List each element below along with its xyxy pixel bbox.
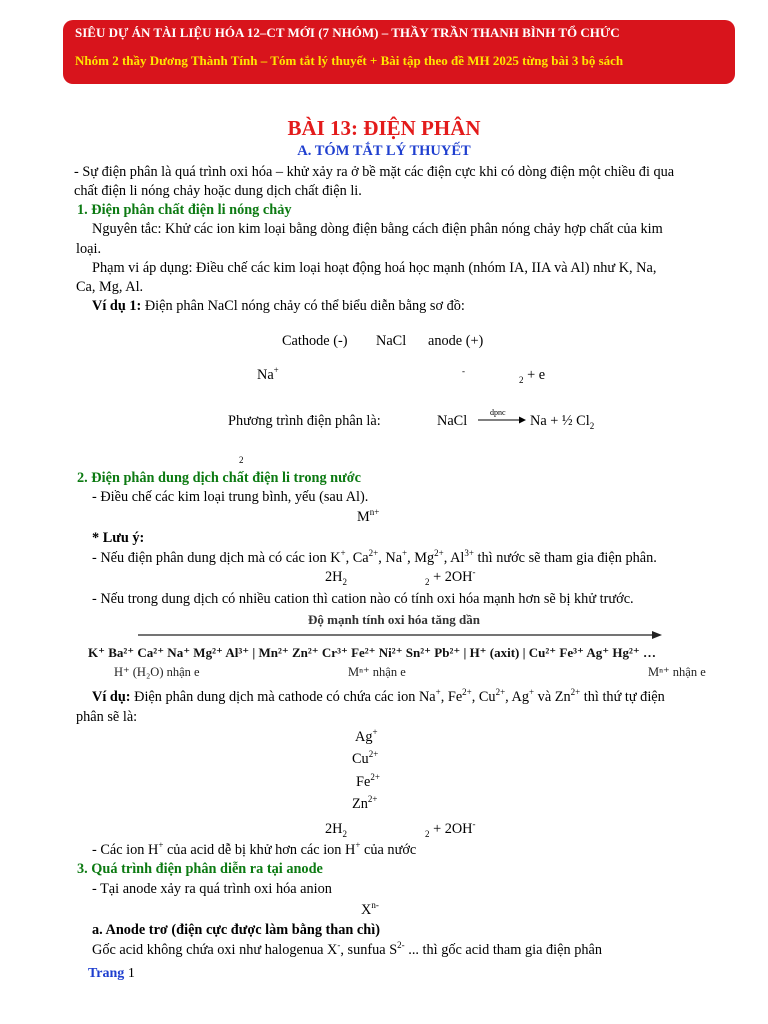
series-note-3: Mⁿ⁺ nhận e — [648, 665, 706, 679]
series-note-2: Mⁿ⁺ nhận e — [348, 665, 406, 679]
m-charge: n+ — [369, 507, 380, 518]
stray-subscript: 2 — [239, 455, 244, 465]
h2-subscript: 2 — [342, 576, 347, 587]
section-3-heading: 3. Quá trình điện phân diễn ra tại anode — [77, 861, 323, 877]
inert-anode-text: Gốc acid không chứa oxi như halogenua X-, sunfua $S^{2-}$ ... thì gốc acid tham gia điện phân — [92, 940, 602, 958]
diagram-nacl: NaCl — [376, 333, 407, 349]
example-1-label: Ví dụ 1: — [92, 298, 142, 314]
h2-sub-product-2: 2 — [425, 828, 430, 839]
increasing-arrow-icon — [138, 630, 663, 640]
products-text: Na + ½ Cl — [530, 413, 590, 429]
oh-charge-2: - — [472, 819, 476, 830]
order-ag — [355, 729, 378, 746]
last-a: Gốc acid không chứa oxi như halogenua X — [92, 942, 338, 958]
oxidation-series-figure — [86, 612, 746, 684]
water-reduction-2-products — [425, 821, 476, 838]
na-charge: + — [273, 365, 279, 376]
order-cu-charge: 2+ — [368, 749, 379, 760]
lesson-title: BÀI 13: ĐIỆN PHÂN — [287, 116, 481, 140]
section-2-line-1: - Điều chế các kim loại trung bình, yếu (sau Al). — [92, 489, 369, 505]
section-1-heading: 1. Điện phân chất điện li nóng chảy — [77, 202, 292, 218]
acid-note-c: của nước — [360, 842, 417, 858]
oh-text-2: + 2OH — [429, 821, 473, 837]
note-line-1: - Nếu điện phân dung dịch mà có các ion K+, $Ca^{2+}$, Na+, $Mg^{2+}$, $Al^{3+}$ thì nước sẽ tham gia điện phân. — [92, 548, 657, 566]
products-subscript: 2 — [589, 420, 595, 431]
na-symbol: Na — [257, 367, 274, 383]
oh-text: + 2OH — [429, 569, 473, 585]
example-1 — [92, 298, 465, 315]
principle-line-1: Nguyên tắc: Khử các ion kim loại bằng dòng điện bằng cách điện phân nóng chảy hợp chất của kim — [92, 221, 663, 237]
intro-line-2: chất điện li nóng chảy hoặc dung dịch chất điện li. — [74, 183, 362, 199]
order-fe-charge: 2+ — [370, 772, 380, 783]
order-zn-charge: 2+ — [367, 794, 378, 805]
note-1-suffix: thì nước sẽ tham gia điện phân. — [473, 550, 657, 566]
section-3-line-1: - Tại anode xảy ra quá trình oxi hóa anion — [92, 881, 332, 897]
example-2-line-2: phân sẽ là: — [76, 709, 138, 725]
page-label: Trang — [88, 966, 125, 981]
equation-products — [530, 413, 594, 430]
intro-line-1: - Sự điện phân là quá trình oxi hóa – khử xảy ra ở bề mặt các điện cực khi có dòng điện một chiều đi qua — [74, 164, 675, 180]
last-c: ... thì gốc acid tham gia điện phân — [404, 942, 602, 958]
example-2-line-1: Ví dụ: Điện phân dung dịch mà cathode có chứa các ion Na+, $Fe^{2+}$, $Cu^{2+}$, Ag+ và $Zn^{2+}$ thì thứ tự điện — [92, 687, 665, 705]
h2-sub-product: 2 — [425, 576, 430, 587]
order-ag-charge: + — [372, 727, 378, 738]
h2o-left-2: 2H — [325, 821, 343, 837]
oh-charge: - — [472, 567, 476, 578]
example-2-label: Ví dụ: — [92, 689, 131, 705]
header-banner — [63, 20, 735, 84]
order-ag-symbol: Ag — [355, 729, 373, 745]
acid-note-b: của acid dễ bị khử hơn các ion H — [163, 842, 356, 858]
water-reduction-2 — [325, 821, 347, 838]
order-fe — [356, 774, 380, 791]
diagram-cathode: Cathode (-) — [282, 333, 348, 349]
h2-subscript-2: 2 — [342, 828, 347, 839]
water-reduction-1 — [325, 569, 347, 586]
note-line-2: - Nếu trong dung dịch có nhiều cation thì cation nào có tính oxi hóa mạnh hơn sẽ bị khử trước. — [92, 591, 634, 607]
header-line-2: Nhóm 2 thầy Dương Thành Tính – Tóm tắt lý thuyết + Bài tập theo đề MH 2025 từng bài 3 bộ sách — [75, 53, 624, 68]
h2o-left: 2H — [325, 569, 343, 585]
order-cu-symbol: Cu — [352, 751, 369, 767]
diagram-anode: anode (+) — [428, 333, 484, 349]
anode-half-reaction — [519, 367, 545, 384]
anion — [361, 902, 379, 919]
series-ions: K⁺ Ba²⁺ Ca²⁺ Na⁺ Mg²⁺ Al³⁺ | Mn²⁺ Zn²⁺ Cr³⁺ Fe²⁺ Ni²⁺ Sn²⁺ Pb²⁺ | H⁺ (axit) | Cu²⁺ Fe³⁺ Ag⁺ Hg²⁺ … — [88, 645, 657, 660]
plus-electron: + e — [523, 367, 546, 383]
inert-anode-heading: a. Anode trơ (điện cực được làm bằng than chì) — [92, 922, 380, 938]
metal-cation — [357, 509, 379, 526]
order-zn-symbol: Zn — [352, 796, 368, 812]
water-reduction-1-products — [425, 569, 476, 586]
cathode-ion — [257, 367, 279, 384]
series-note-1: H⁺ (H₂O) nhận e — [114, 665, 200, 679]
acid-note-a: - Các ion H — [92, 842, 159, 858]
order-fe-symbol: Fe — [356, 774, 371, 790]
order-cu — [352, 751, 378, 768]
example-2-text: Điện phân dung dịch mà cathode có chứa các ion Na — [130, 689, 436, 705]
page-number: 1 — [127, 966, 135, 981]
section-a-title: A. TÓM TẮT LÝ THUYẾT — [297, 143, 471, 159]
equation-reactant: NaCl — [437, 413, 468, 429]
equation-condition: dpnc — [490, 408, 506, 417]
x-charge: n- — [371, 900, 379, 911]
anode-charge-fragment: - — [462, 366, 465, 376]
acid-note: - Các ion H+ của acid dễ bị khử hơn các ion H+ của nước — [92, 840, 417, 858]
cl2-subscript: 2 — [519, 374, 524, 385]
principle-line-2: loại. — [76, 241, 102, 257]
example-1-text: Điện phân NaCl nóng chảy có thể biểu diễn bằng sơ đồ: — [141, 298, 465, 314]
header-line-1: SIÊU DỰ ÁN TÀI LIỆU HÓA 12–CT MỚI (7 NHÓM) – THẦY TRẦN THANH BÌNH TỔ CHỨC — [75, 25, 620, 40]
scope-line-1: Phạm vi áp dụng: Điều chế các kim loại hoạt động hoá học mạnh (nhóm IA, IIA và Al) như K, Na, — [92, 260, 657, 276]
x-symbol: X — [361, 902, 372, 918]
m-symbol: M — [357, 509, 370, 525]
section-2-heading: 2. Điện phân dung dịch chất điện li trong nước — [77, 470, 361, 486]
reaction-arrow-icon — [477, 415, 527, 425]
page-footer — [88, 966, 135, 982]
series-title: Độ mạnh tính oxi hóa tăng dần — [308, 612, 480, 627]
note-1-prefix: - Nếu điện phân dung dịch mà có các ion K — [92, 550, 341, 566]
equation-label: Phương trình điện phân là: — [228, 413, 381, 429]
order-zn — [352, 796, 377, 813]
last-b: , sunfua S — [340, 942, 398, 958]
scope-line-2: Ca, Mg, Al. — [76, 279, 144, 295]
note-label: * Lưu ý: — [92, 530, 145, 546]
